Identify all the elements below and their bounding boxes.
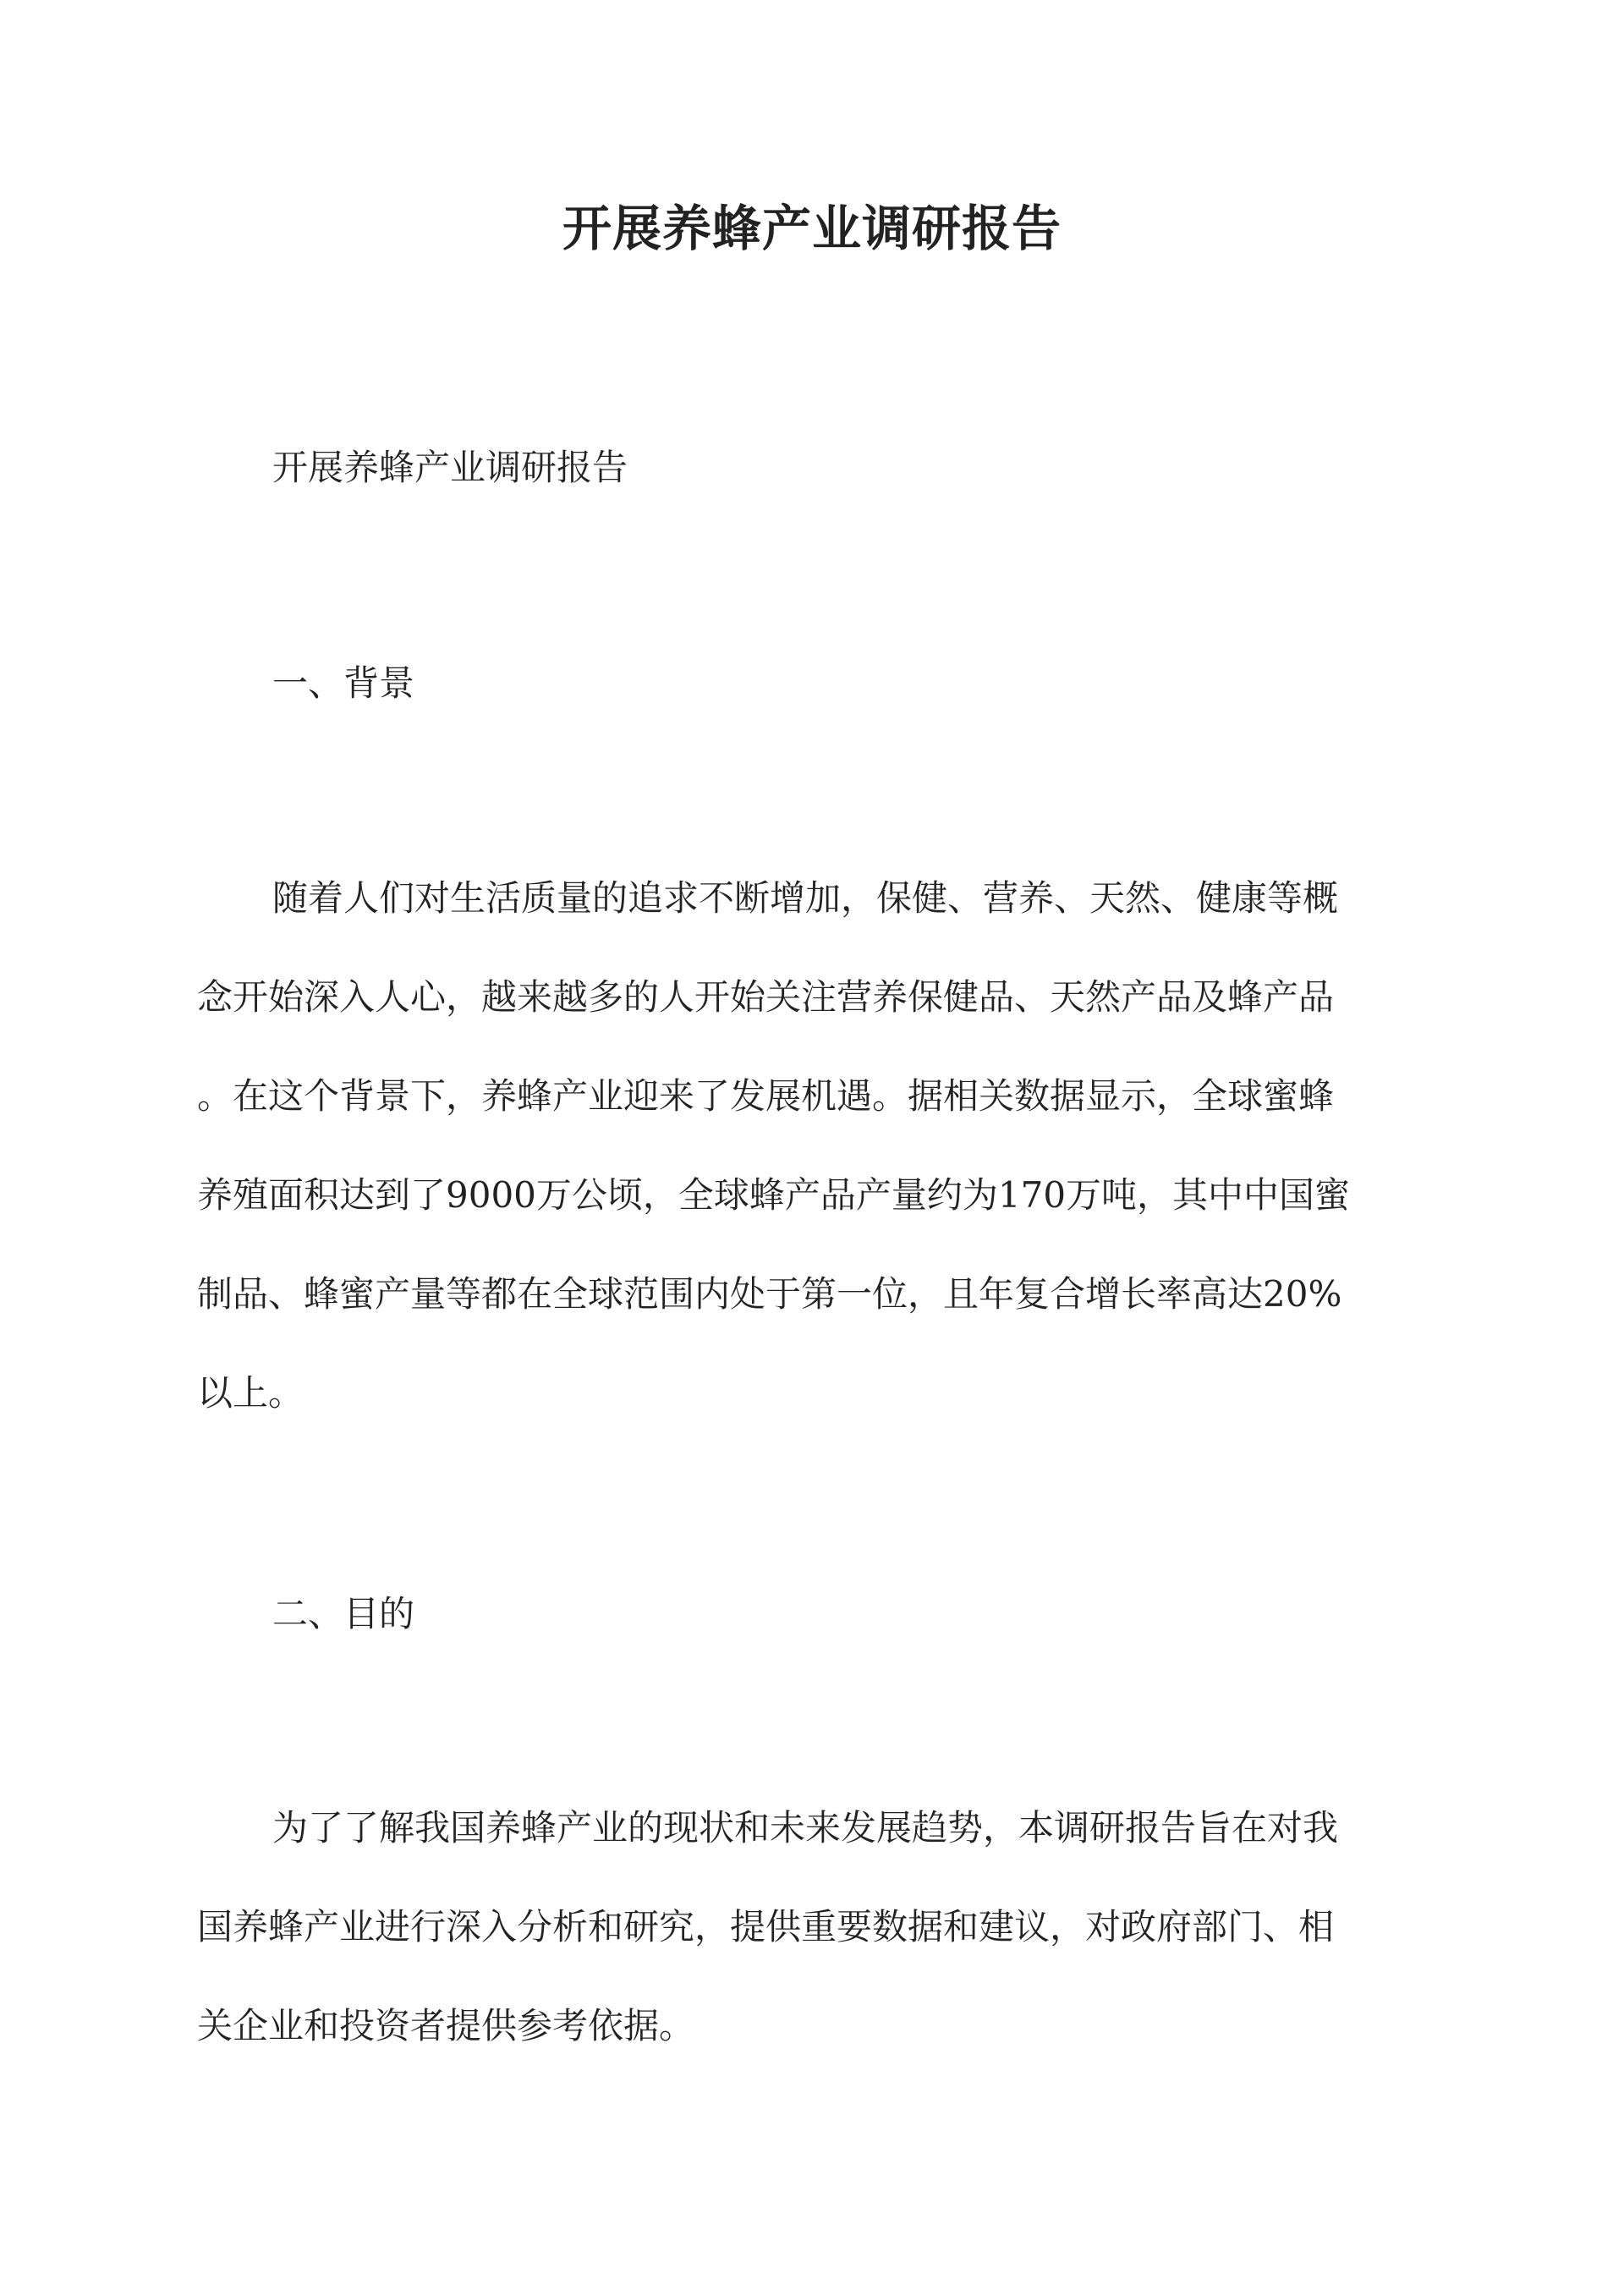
document-subtitle: 开展养蜂产业调研报告 <box>272 447 628 488</box>
paragraph-line: 念开始深入人心，越来越多的人开始关注营养保健品、天然产品及蜂产品 <box>197 976 1335 1018</box>
paragraph-line: 随着人们对生活质量的追求不断增加，保健、营养、天然、健康等概 <box>272 877 1339 919</box>
document-title: 开展养蜂产业调研报告 <box>562 200 1062 257</box>
section-heading-background: 一、背景 <box>272 662 415 704</box>
paragraph-line: 为了了解我国养蜂产业的现状和未来发展趋势，本调研报告旨在对我 <box>272 1807 1339 1848</box>
section-paragraph-purpose <box>197 1778 1432 2075</box>
paragraph-line: 制品、蜂蜜产量等都在全球范围内处于第一位，且年复合增长率高达20% <box>197 1273 1342 1315</box>
paragraph-line: 养殖面积达到了9000万公顷，全球蜂产品产量约为170万吨，其中中国蜜 <box>197 1174 1351 1216</box>
paragraph-line: 以上。 <box>197 1372 304 1414</box>
section-heading-purpose: 二、目的 <box>272 1593 415 1634</box>
paragraph-line: 关企业和投资者提供参考依据。 <box>197 2005 695 2046</box>
paragraph-line: 国养蜂产业进行深入分析和研究，提供重要数据和建议，对政府部门、相 <box>197 1906 1335 1947</box>
section-paragraph-background <box>197 849 1432 1442</box>
paragraph-line: 。在这个背景下，养蜂产业迎来了发展机遇。据相关数据显示，全球蜜蜂 <box>197 1075 1335 1117</box>
